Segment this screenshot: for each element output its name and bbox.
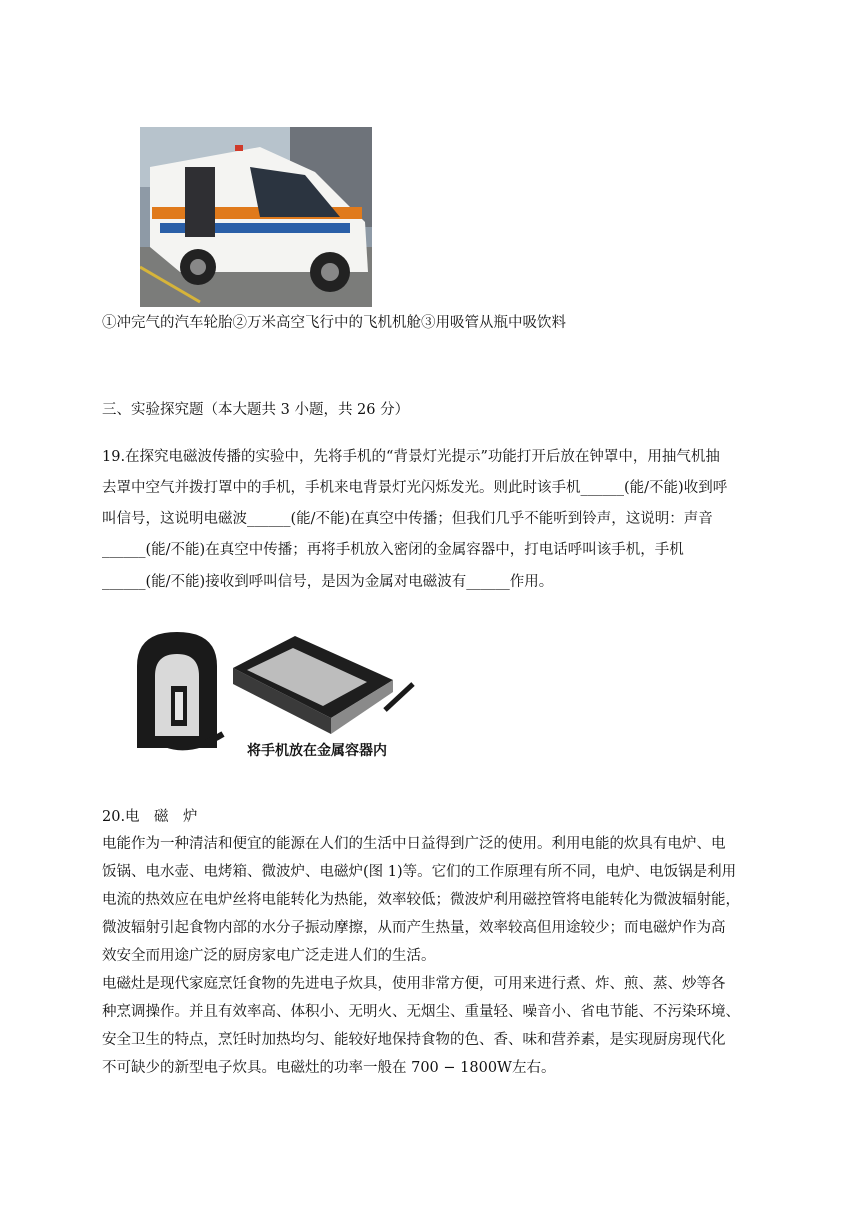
ambulance-photo (140, 127, 372, 307)
ambulance-caption: ①冲完气的汽车轮胎②万米高空飞行中的飞机机舱③用吸管从瓶中吸饮料 (102, 315, 566, 331)
q19-line: ______(能/不能)接收到呼叫信号，是因为金属对电磁波有______作用。 (102, 574, 554, 590)
q20-line: 种烹调操作。并且有效率高、体积小、无明火、无烟尘、重量轻、噪音小、省电节能、不污染环境、 (102, 1004, 740, 1020)
q20-line: 饭锅、电水壶、电烤箱、微波炉、电磁炉(图 1)等。它们的工作原理有所不同，电炉、电饭锅是利用 (102, 864, 737, 880)
q20-line: 电能作为一种清洁和便宜的能源在人们的生活中日益得到广泛的使用。利用电能的炊具有电炉、电 (102, 836, 726, 852)
section-title: 三、实验探究题（本大题共 3 小题，共 26 分） (102, 402, 410, 418)
q20-line: 不可缺少的新型电子炊具。电磁灶的功率一般在 700 − 1800W左右。 (102, 1060, 556, 1076)
figure-caption: 将手机放在金属容器内 (247, 743, 387, 759)
q20-line: 安全卫生的特点，烹饪时加热均匀、能较好地保持食物的色、香、味和营养素，是实现厨房现代化 (102, 1032, 726, 1048)
q20-line: 电流的热效应在电炉丝将电能转化为热能，效率较低；微波炉利用磁控管将电能转化为微波辐射能， (102, 892, 740, 908)
experiment-figure (135, 626, 417, 764)
q20-title: 20.电 磁 炉 (102, 809, 198, 825)
q19-line: 叫信号，这说明电磁波______(能/不能)在真空中传播；但我们几乎不能听到铃声，这说明：声音 (102, 511, 713, 527)
q19-line: ______(能/不能)在真空中传播；再将手机放入密闭的金属容器中，打电话呼叫该手机，手机 (102, 542, 684, 558)
q20-line: 效安全而用途广泛的厨房家电广泛走进人们的生活。 (102, 948, 436, 964)
q20-line: 微波辐射引起食物内部的水分子振动摩擦，从而产生热量，效率较高但用途较少；而电磁炉作为高 (102, 920, 726, 936)
q19-line: 去罩中空气并拨打罩中的手机，手机来电背景灯光闪烁发光。则此时该手机______(能/不能)收到呼 (102, 480, 728, 496)
q19-line: 19.在探究电磁波传播的实验中，先将手机的“背景灯光提示”功能打开后放在钟罩中，用抽气机抽 (102, 449, 720, 465)
q20-line: 电磁灶是现代家庭烹饪食物的先进电子炊具，使用非常方便，可用来进行煮、炸、煎、蒸、炒等各 (102, 976, 726, 992)
